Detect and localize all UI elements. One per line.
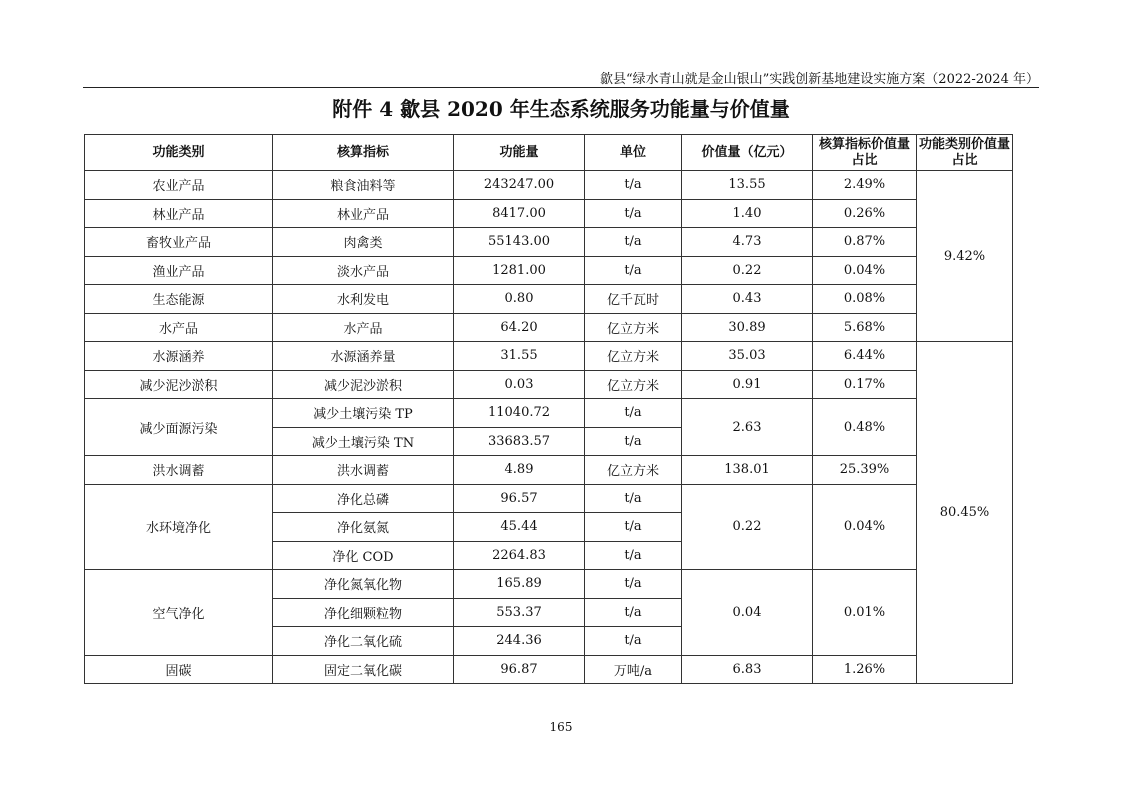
cell-share: 0.01% [813, 570, 917, 656]
cell-unit: 万吨/a [585, 655, 682, 684]
cell-share: 0.08% [813, 285, 917, 314]
table-row [85, 456, 1013, 485]
cell-category: 渔业产品 [85, 256, 273, 285]
column-header-quantity: 功能量 [454, 135, 585, 171]
cell-unit: t/a [585, 228, 682, 257]
cell-value: 0.22 [682, 484, 813, 570]
cell-indicator: 净化氨氮 [273, 513, 454, 542]
cell-quantity: 64.20 [454, 313, 585, 342]
cell-indicator: 减少土壤污染 TN [273, 427, 454, 456]
cell-quantity: 4.89 [454, 456, 585, 485]
cell-category: 林业产品 [85, 199, 273, 228]
header-rule [83, 87, 1039, 88]
cell-category: 减少面源污染 [85, 399, 273, 456]
cell-category: 生态能源 [85, 285, 273, 314]
table-row [85, 199, 1013, 228]
cell-indicator: 肉禽类 [273, 228, 454, 257]
cell-category: 畜牧业产品 [85, 228, 273, 257]
table-row [85, 228, 1013, 257]
table-row [85, 484, 1013, 513]
cell-unit: t/a [585, 199, 682, 228]
page-number: 165 [549, 720, 573, 734]
cell-category: 水源涵养 [85, 342, 273, 371]
table-row [85, 570, 1013, 599]
cell-share: 1.26% [813, 655, 917, 684]
cell-unit: 亿千瓦时 [585, 285, 682, 314]
cell-quantity: 0.80 [454, 285, 585, 314]
cell-indicator: 净化细颗粒物 [273, 598, 454, 627]
cell-share: 0.87% [813, 228, 917, 257]
cell-indicator: 水产品 [273, 313, 454, 342]
cell-category: 洪水调蓄 [85, 456, 273, 485]
column-header-category-share: 功能类别价值量占比 [917, 135, 1013, 171]
cell-indicator: 固定二氧化碳 [273, 655, 454, 684]
cell-value: 35.03 [682, 342, 813, 371]
cell-share: 0.04% [813, 256, 917, 285]
cell-unit: t/a [585, 399, 682, 428]
cell-share: 25.39% [813, 456, 917, 485]
cell-indicator: 水源涵养量 [273, 342, 454, 371]
table-row [85, 171, 1013, 200]
table-row [85, 342, 1013, 371]
cell-value: 4.73 [682, 228, 813, 257]
cell-quantity: 33683.57 [454, 427, 585, 456]
cell-indicator: 淡水产品 [273, 256, 454, 285]
cell-value: 2.63 [682, 399, 813, 456]
cell-unit: t/a [585, 171, 682, 200]
cell-share: 6.44% [813, 342, 917, 371]
cell-category-share: 80.45% [917, 342, 1013, 684]
cell-category: 水产品 [85, 313, 273, 342]
cell-category: 水环境净化 [85, 484, 273, 570]
cell-share: 0.26% [813, 199, 917, 228]
cell-value: 13.55 [682, 171, 813, 200]
cell-quantity: 553.37 [454, 598, 585, 627]
cell-indicator: 减少泥沙淤积 [273, 370, 454, 399]
cell-quantity: 31.55 [454, 342, 585, 371]
cell-unit: 亿立方米 [585, 342, 682, 371]
ecosystem-service-table [84, 134, 1013, 684]
cell-quantity: 55143.00 [454, 228, 585, 257]
table-header-row [85, 135, 1013, 171]
column-header-value: 价值量（亿元） [682, 135, 813, 171]
cell-share: 0.48% [813, 399, 917, 456]
cell-share: 0.04% [813, 484, 917, 570]
cell-unit: t/a [585, 256, 682, 285]
table-row [85, 370, 1013, 399]
cell-unit: 亿立方米 [585, 370, 682, 399]
cell-indicator: 减少土壤污染 TP [273, 399, 454, 428]
cell-unit: t/a [585, 570, 682, 599]
cell-unit: t/a [585, 484, 682, 513]
column-header-indicator: 核算指标 [273, 135, 454, 171]
cell-category: 农业产品 [85, 171, 273, 200]
cell-unit: 亿立方米 [585, 313, 682, 342]
cell-share: 0.17% [813, 370, 917, 399]
column-header-category: 功能类别 [85, 135, 273, 171]
cell-value: 138.01 [682, 456, 813, 485]
cell-indicator: 林业产品 [273, 199, 454, 228]
cell-share: 2.49% [813, 171, 917, 200]
cell-indicator: 净化二氧化硫 [273, 627, 454, 656]
cell-category: 空气净化 [85, 570, 273, 656]
cell-share: 5.68% [813, 313, 917, 342]
cell-indicator: 粮食油料等 [273, 171, 454, 200]
cell-quantity: 2264.83 [454, 541, 585, 570]
cell-value: 0.91 [682, 370, 813, 399]
cell-quantity: 244.36 [454, 627, 585, 656]
cell-indicator: 水利发电 [273, 285, 454, 314]
table-row [85, 399, 1013, 428]
cell-value: 1.40 [682, 199, 813, 228]
cell-unit: t/a [585, 541, 682, 570]
cell-quantity: 11040.72 [454, 399, 585, 428]
cell-unit: t/a [585, 627, 682, 656]
cell-indicator: 洪水调蓄 [273, 456, 454, 485]
table-row [85, 655, 1013, 684]
cell-value: 0.22 [682, 256, 813, 285]
table-row [85, 285, 1013, 314]
cell-category: 固碳 [85, 655, 273, 684]
cell-value: 6.83 [682, 655, 813, 684]
cell-category: 减少泥沙淤积 [85, 370, 273, 399]
cell-unit: t/a [585, 513, 682, 542]
cell-value: 30.89 [682, 313, 813, 342]
cell-quantity: 45.44 [454, 513, 585, 542]
cell-quantity: 8417.00 [454, 199, 585, 228]
cell-unit: t/a [585, 598, 682, 627]
cell-unit: t/a [585, 427, 682, 456]
document-title: 附件 4 歙县 2020 年生态系统服务功能量与价值量 [332, 97, 790, 121]
column-header-indicator-share: 核算指标价值量占比 [813, 135, 917, 171]
column-header-unit: 单位 [585, 135, 682, 171]
cell-quantity: 243247.00 [454, 171, 585, 200]
cell-indicator: 净化氮氧化物 [273, 570, 454, 599]
cell-quantity: 96.87 [454, 655, 585, 684]
cell-quantity: 1281.00 [454, 256, 585, 285]
cell-value: 0.43 [682, 285, 813, 314]
cell-quantity: 165.89 [454, 570, 585, 599]
cell-quantity: 96.57 [454, 484, 585, 513]
cell-indicator: 净化总磷 [273, 484, 454, 513]
table-row [85, 256, 1013, 285]
cell-value: 0.04 [682, 570, 813, 656]
table-row [85, 313, 1013, 342]
running-header: 歙县“绿水青山就是金山银山”实践创新基地建设实施方案（2022-2024 年） [600, 72, 1039, 87]
cell-category-share: 9.42% [917, 171, 1013, 342]
cell-unit: 亿立方米 [585, 456, 682, 485]
cell-quantity: 0.03 [454, 370, 585, 399]
cell-indicator: 净化 COD [273, 541, 454, 570]
